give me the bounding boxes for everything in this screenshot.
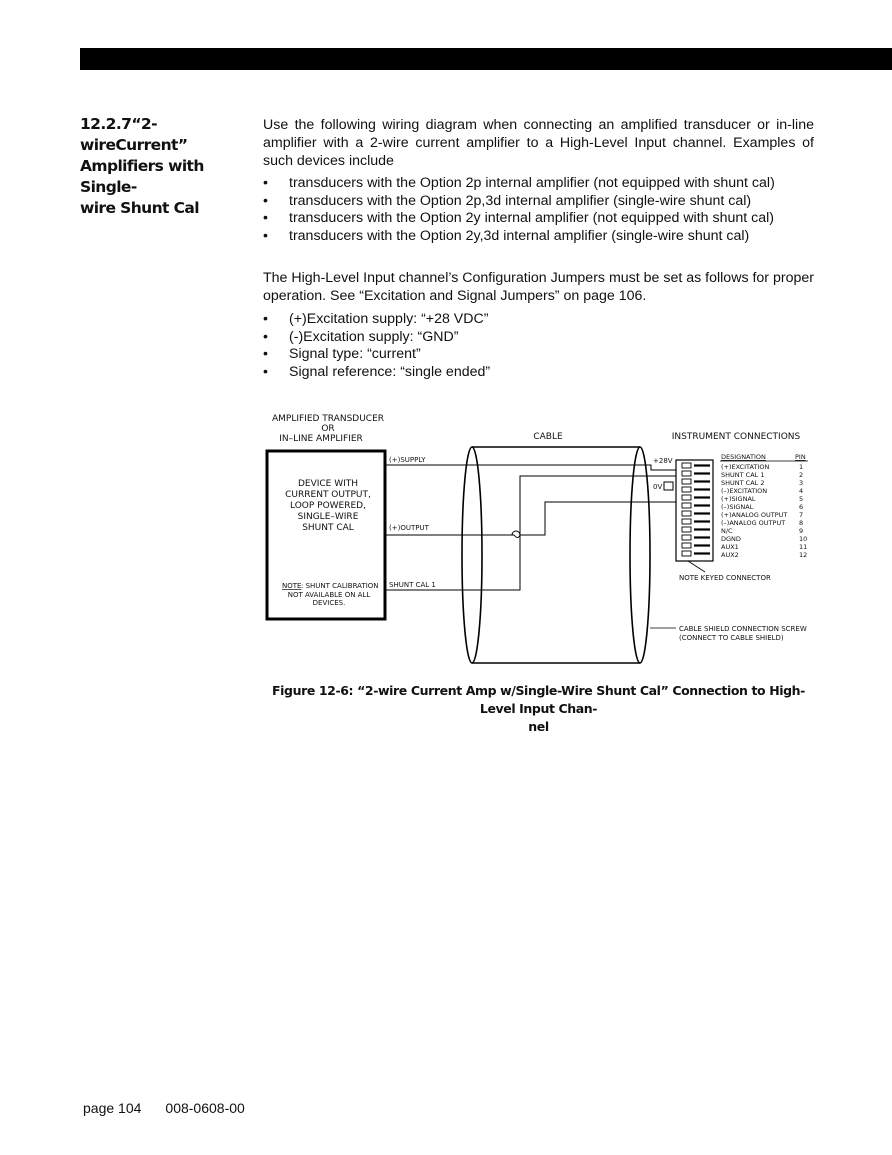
cable-outline (472, 447, 640, 663)
bullet-icon: • (263, 363, 268, 380)
list-item (263, 311, 823, 329)
device-header-line: OR (321, 424, 335, 434)
device-header-line: IN–LINE AMPLIFIER (279, 434, 363, 444)
examples-list (263, 175, 823, 245)
device-text-line: SHUNT CAL (302, 523, 354, 533)
output-label: (+)OUTPUT (389, 524, 429, 532)
page-number: page 104 (83, 1100, 142, 1116)
v0-label: 0V (653, 483, 663, 491)
pin-name: (+)SIGNAL (721, 495, 756, 503)
device-text-line: CURRENT OUTPUT, (285, 490, 371, 500)
bullet-icon: • (263, 311, 268, 327)
shunt-label: SHUNT CAL 1 (389, 581, 436, 589)
pin-name: SHUNT CAL 1 (721, 471, 765, 479)
pin-number: 11 (799, 543, 808, 551)
list-item-text: Signal reference: “single ended” (289, 363, 491, 380)
list-item-text: transducers with the Option 2y,3d internal amplifier (single-wire shunt cal) (289, 227, 750, 244)
pin-table-header-designation: DESIGNATION (721, 453, 766, 461)
pin-name: DGND (721, 535, 741, 543)
intro-paragraph: Use the following wiring diagram when connecting an amplified transducer or in-line amplifier with a 2-wire current amplifier to a High-Level Input channel. Examples of such devices include (263, 117, 814, 169)
section-heading-line: 12.2.7“2-wireCurrent” (80, 115, 188, 154)
pin-name: (–)ANALOG OUTPUT (721, 519, 786, 527)
bullet-icon: • (263, 210, 268, 226)
keyed-leader-line (688, 561, 705, 572)
list-item (263, 329, 823, 347)
bullet-icon: • (263, 328, 268, 345)
cable-left-end (462, 447, 482, 663)
figure-caption (263, 682, 814, 736)
output-wire-route (385, 502, 678, 535)
instrument-label: INSTRUMENT CONNECTIONS (671, 432, 801, 442)
intro-paragraph-block (263, 116, 814, 170)
device-note-line: : SHUNT CALIBRATION (301, 582, 379, 590)
device-text-line: SINGLE–WIRE (297, 512, 359, 522)
list-item (263, 210, 823, 228)
pin-name: AUX1 (721, 543, 739, 551)
device-header-line: AMPLIFIED TRANSDUCER (271, 414, 385, 424)
list-item (263, 193, 823, 211)
bullet-icon: • (263, 346, 268, 362)
bullet-icon: • (263, 227, 268, 244)
section-heading-line: Amplifiers with Single- (80, 157, 204, 196)
shield-note-line: CABLE SHIELD CONNECTION SCREW (679, 625, 807, 633)
list-item-text: Signal type: “current” (289, 346, 421, 362)
list-item (263, 364, 823, 382)
wiring-diagram (260, 405, 820, 670)
bullet-icon: • (263, 192, 268, 209)
device-text-line: DEVICE WITH (297, 479, 359, 489)
section-heading-line: wire Shunt Cal (80, 199, 200, 217)
pin-number: 3 (799, 479, 804, 487)
page-footer (83, 1100, 245, 1116)
device-note-line: DEVICES. (312, 599, 346, 607)
header-bar (80, 48, 892, 70)
list-item (263, 175, 823, 193)
jumpers-paragraph-block (263, 269, 814, 305)
cable-right-end (630, 447, 650, 663)
list-item-text: (-)Excitation supply: “GND” (289, 328, 459, 345)
pin-number: 5 (799, 495, 804, 503)
pin-name: (–)SIGNAL (721, 503, 754, 511)
jumper-settings-list (263, 311, 823, 381)
caption-line: nel (528, 719, 549, 734)
list-item (263, 346, 823, 364)
device-note-line: NOT AVAILABLE ON ALL (287, 591, 371, 599)
list-item-text: transducers with the Option 2y internal amplifier (not equipped with shunt cal) (289, 210, 774, 226)
shield-note-line: (CONNECT TO CABLE SHIELD) (679, 634, 784, 642)
cable-label: CABLE (533, 432, 563, 442)
pin-name: N/C (721, 527, 733, 535)
pin-number: 2 (799, 471, 804, 479)
list-item-text: (+)Excitation supply: “+28 VDC” (289, 311, 489, 327)
list-item-text: transducers with the Option 2p internal amplifier (not equipped with shunt cal) (289, 175, 775, 191)
document-number: 008-0608-00 (165, 1100, 245, 1116)
keyed-note: NOTE KEYED CONNECTOR (679, 574, 771, 582)
device-text-line: LOOP POWERED, (290, 501, 366, 511)
pin-number: 4 (799, 487, 804, 495)
supply-label: (+)SUPPLY (389, 456, 426, 464)
pin-table (721, 463, 807, 559)
pin-number: 12 (799, 551, 808, 559)
ground-box (664, 482, 673, 490)
shunt-wire (385, 476, 678, 590)
pin-number: 10 (799, 535, 808, 543)
pin-name: (–)EXCITATION (721, 487, 768, 495)
pin-name: (+)ANALOG OUTPUT (721, 511, 788, 519)
v28-label: +28V (653, 457, 673, 465)
pin-name: (+)EXCITATION (721, 463, 770, 471)
pin-name: AUX2 (721, 551, 739, 559)
pin-table-header-pin: PIN (795, 453, 806, 461)
section-heading (80, 114, 260, 219)
pin-number: 8 (799, 519, 804, 527)
bullet-icon: • (263, 175, 268, 191)
list-item-text: transducers with the Option 2p,3d internal amplifier (single-wire shunt cal) (289, 192, 752, 209)
pin-number: 1 (799, 463, 804, 471)
list-item (263, 228, 823, 246)
pin-number: 7 (799, 511, 804, 519)
jumpers-paragraph: The High-Level Input channel’s Configuration Jumpers must be set as follows for proper operation. See “Excitation and Signal Jumpers” on page 106. (263, 270, 814, 304)
pin-number: 9 (799, 527, 804, 535)
device-note-label: NOTE (282, 582, 302, 590)
caption-line: Figure 12-6: “2-wire Current Amp w/Single-Wire Shunt Cal” Connection to High-Level Input Chan- (272, 683, 805, 716)
pin-name: SHUNT CAL 2 (721, 479, 765, 487)
pin-number: 6 (799, 503, 804, 511)
